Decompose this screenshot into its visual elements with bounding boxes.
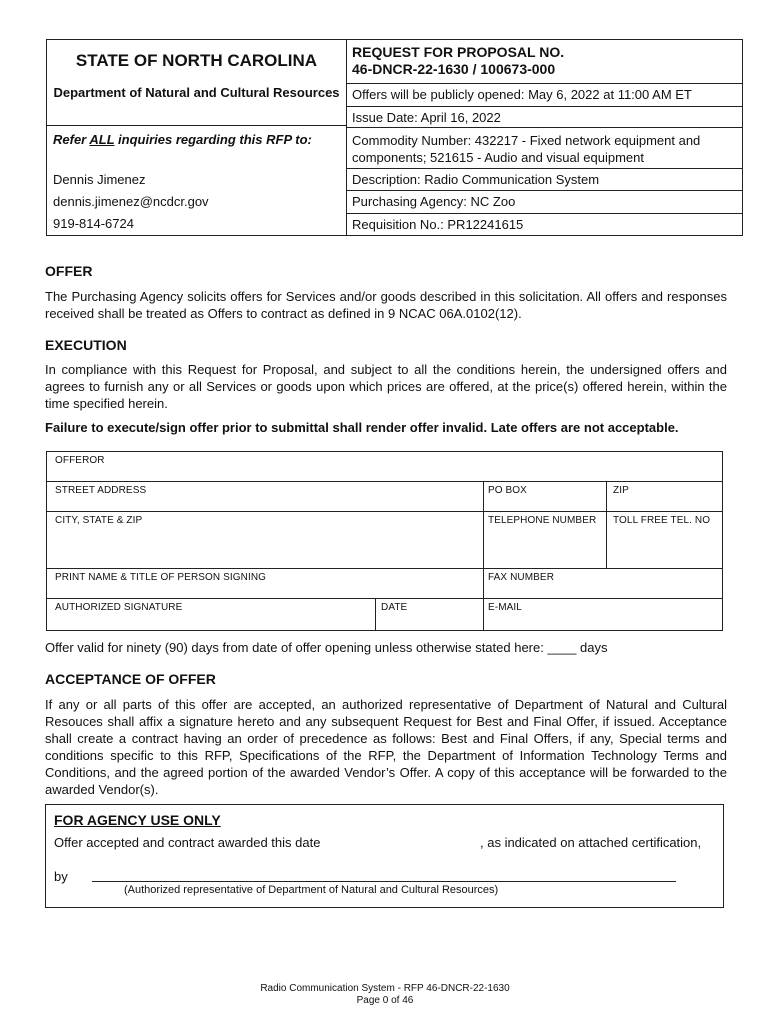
- department-name: Department of Natural and Cultural Resources: [53, 85, 340, 100]
- offeror-field[interactable]: OFFEROR: [55, 455, 105, 466]
- offer-text: The Purchasing Agency solicits offers for Services and/or goods described in this solicitation. All offers and responses received shall be treated as Offers to contract as defined in 9 NCAC 06A.0102(12).: [45, 289, 727, 321]
- contact-email: dennis.jimenez@ncdcr.gov: [53, 194, 209, 209]
- street-address-field[interactable]: STREET ADDRESS: [55, 485, 147, 496]
- opening-date: Offers will be publicly opened: May 6, 2022 at 11:00 AM ET: [352, 87, 692, 102]
- contact-name: Dennis Jimenez: [53, 172, 146, 187]
- accepted-date-label: Offer accepted and contract awarded this date: [54, 835, 321, 850]
- footer-title: Radio Communication System - RFP 46-DNCR-22-1630: [260, 983, 510, 994]
- header-rule: [346, 127, 743, 128]
- header-rule: [346, 83, 743, 84]
- form-rule: [47, 481, 722, 482]
- contact-phone: 919-814-6724: [53, 216, 134, 231]
- header-rule: [346, 168, 743, 169]
- page-number: Page 0 of 46: [356, 995, 414, 1006]
- rfp-header-table: [46, 39, 743, 236]
- date-field[interactable]: DATE: [381, 602, 408, 613]
- representative-caption: (Authorized representative of Department of Natural and Cultural Resources): [124, 884, 499, 896]
- by-label: by: [54, 869, 68, 884]
- form-rule: [47, 568, 722, 569]
- execution-heading: EXECUTION: [45, 337, 127, 353]
- header-rule: [346, 213, 743, 214]
- print-name-field[interactable]: PRINT NAME & TITLE OF PERSON SIGNING: [55, 572, 267, 583]
- agency-use-box: [45, 804, 724, 908]
- po-box-field[interactable]: PO BOX: [488, 485, 527, 496]
- fax-field[interactable]: FAX NUMBER: [488, 572, 555, 583]
- agency-signature-line[interactable]: [92, 881, 676, 882]
- form-rule: [47, 598, 722, 599]
- execution-warning: Failure to execute/sign offer prior to submittal shall render offer invalid. Late offers are not acceptable.: [45, 420, 679, 435]
- telephone-field[interactable]: TELEPHONE NUMBER: [488, 515, 597, 526]
- description: Description: Radio Communication System: [352, 172, 600, 187]
- purchasing-agency: Purchasing Agency: NC Zoo: [352, 194, 516, 209]
- issue-date: Issue Date: April 16, 2022: [352, 110, 501, 125]
- form-rule: [47, 511, 722, 512]
- requisition-number: Requisition No.: PR12241615: [352, 217, 524, 232]
- zip-field[interactable]: ZIP: [613, 485, 629, 496]
- header-rule: [47, 125, 346, 126]
- acceptance-text: If any or all parts of this offer are accepted, an authorized representative of Department of Natural and Cultural Resouces shall affix a signature hereto and any subsequent Request for Best and Final Offer, if issued. Acceptance shall create a contract having an order of precedence as follows: Best and Final Offers, if any, Special terms and conditions specific to this RFP, Specifications of the RFP, the Department of Information Technology Terms and Conditions, and the agreed portion of the awarded Vendor’s Offer. A copy of this acceptance will be forwarded to the awarded Vendor(s).: [45, 697, 727, 797]
- agency-use-heading: FOR AGENCY USE ONLY: [54, 812, 221, 828]
- header-rule: [346, 106, 743, 107]
- toll-free-field[interactable]: TOLL FREE TEL. NO: [613, 515, 711, 526]
- offer-validity: Offer valid for ninety (90) days from date of offer opening unless otherwise stated here: ____ days: [45, 640, 608, 655]
- header-rule: [346, 190, 743, 191]
- offeror-form: [46, 451, 723, 631]
- rfp-number-title: REQUEST FOR PROPOSAL NO. 46-DNCR-22-1630 / 100673-000: [352, 44, 565, 77]
- signature-field[interactable]: AUTHORIZED SIGNATURE: [55, 602, 183, 613]
- execution-text: In compliance with this Request for Proposal, and subject to all the conditions herein, the undersigned offers and agrees to furnish any or all Services or goods upon which prices are offered, at the price(s) offered herein, within the time specified herein.: [45, 362, 727, 411]
- acceptance-heading: ACCEPTANCE OF OFFER: [45, 671, 216, 687]
- form-rule: [375, 598, 376, 631]
- commodity-number: Commodity Number: 432217 - Fixed network equipment and components; 521615 - Audio and visual equipment: [352, 133, 701, 165]
- form-rule: [483, 481, 484, 631]
- state-title: STATE OF NORTH CAROLINA: [75, 51, 318, 70]
- header-divider: [346, 40, 347, 235]
- offer-heading: OFFER: [45, 263, 93, 279]
- form-rule: [606, 481, 607, 568]
- city-state-zip-field[interactable]: CITY, STATE & ZIP: [55, 515, 143, 526]
- email-field[interactable]: E-MAIL: [488, 602, 522, 613]
- certification-label: , as indicated on attached certification,: [480, 835, 702, 850]
- refer-inquiries-label: Refer ALL inquiries regarding this RFP to:: [53, 132, 312, 147]
